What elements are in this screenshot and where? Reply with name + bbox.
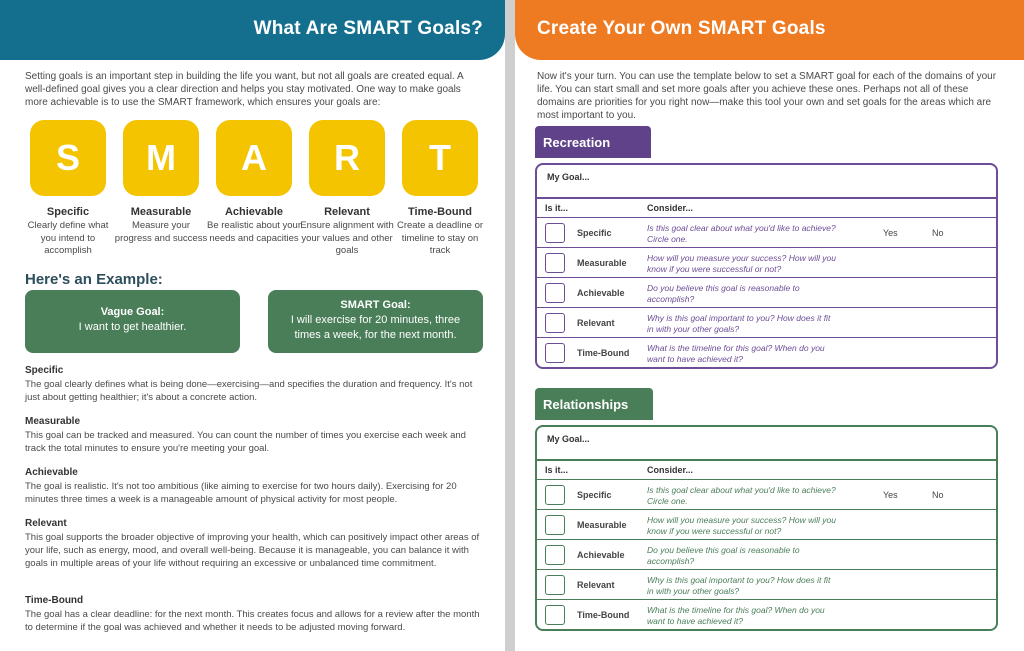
- table-header-row: [537, 461, 996, 478]
- criteria-name: Time-Bound: [577, 348, 630, 358]
- criteria-question: How will you measure your success? How will you know if you were successful or not?: [647, 253, 836, 274]
- yes-option[interactable]: Yes: [883, 490, 898, 500]
- criteria-name: Relevant: [577, 318, 615, 328]
- tile-letter: S: [55, 137, 80, 178]
- table-header-row: [537, 199, 996, 216]
- my-goal-row[interactable]: [537, 427, 996, 461]
- criteria-name: Relevant: [577, 580, 615, 590]
- vague-goal-box: [25, 290, 240, 353]
- criteria-row-time-bound: [537, 599, 996, 629]
- tile-letter: M: [146, 137, 176, 178]
- criteria-name: Specific: [577, 228, 612, 238]
- tile-desc-measurable: Measure your progress and success: [114, 220, 208, 244]
- tile-t: [402, 120, 478, 196]
- right-header-band: [515, 0, 1024, 60]
- vague-goal-text: I want to get healthier.: [78, 321, 187, 333]
- tile-word-relevant: Relevant: [324, 206, 370, 218]
- is-it-header: Is it...: [545, 203, 569, 213]
- my-goal-label: My Goal...: [547, 172, 590, 182]
- criteria-question: Why is this goal important to you? How does it fit in with your other goals?: [647, 575, 831, 596]
- consider-header: Consider...: [647, 465, 694, 475]
- criteria-name: Achievable: [577, 288, 625, 298]
- section-text-specific: The goal clearly defines what is being done—exercising—and specifies the duration and frequency. It's not just about getting healthier; it's about a concrete action.: [25, 379, 473, 403]
- no-option[interactable]: No: [932, 490, 944, 500]
- criteria-question: What is the timeline for this goal? When do you want to have achieved it?: [647, 605, 825, 626]
- consider-header: Consider...: [647, 203, 694, 213]
- section-title-achievable: Achievable: [25, 467, 78, 478]
- tile-desc-specific: Clearly define what you intend to accomplish: [27, 220, 109, 256]
- section-title-specific: Specific: [25, 365, 64, 376]
- tile-word-measurable: Measurable: [130, 206, 192, 218]
- criteria-row-specific: [537, 479, 996, 509]
- left-page-title: What Are SMART Goals?: [253, 18, 483, 39]
- tile-letter: A: [241, 137, 267, 178]
- smart-goal-box: [268, 290, 483, 353]
- checkbox-specific[interactable]: [545, 223, 565, 243]
- section-title-measurable: Measurable: [25, 416, 81, 427]
- my-goal-row[interactable]: [537, 165, 996, 199]
- criteria-row-specific: [537, 217, 996, 247]
- section-text-relevant: This goal supports the broader objective of improving your health, which can positively impact other areas of your life, such as energy, mood, and overall well-being. Because it is manageable, you can balance it with goals in multiple areas of your life without requiring an excessive or unbalanced time commitment.: [25, 532, 480, 569]
- tile-desc-achievable: Be realistic about your needs and capacities: [207, 220, 301, 244]
- criteria-name: Time-Bound: [577, 610, 630, 620]
- vague-goal-title: Vague Goal:: [100, 306, 165, 318]
- checkbox-relevant[interactable]: [545, 575, 565, 595]
- tile-a: [216, 120, 292, 196]
- domain-tab-relationships: Relationships: [535, 388, 653, 420]
- tile-word-specific: Specific: [46, 206, 90, 218]
- criteria-question: Do you believe this goal is reasonable to accomplish?: [647, 545, 800, 566]
- criteria-name: Achievable: [577, 550, 625, 560]
- section-text-time-bound: The goal has a clear deadline: for the next month. This creates focus and allows for a review after the month to determine if the goal was achieved and whether it needs to be adjusted moving forward.: [25, 609, 480, 633]
- criteria-row-time-bound: [537, 337, 996, 367]
- no-option[interactable]: No: [932, 228, 944, 238]
- criteria-row-relevant: [537, 307, 996, 337]
- criteria-row-measurable: [537, 247, 996, 277]
- section-text-achievable: The goal is realistic. It's not too ambitious (like aiming to exercise for two hours daily). Exercising for 20 minutes three times a week is a manageable amount of physical activity for most people.: [25, 481, 457, 505]
- criteria-name: Measurable: [577, 258, 627, 268]
- criteria-row-relevant: [537, 569, 996, 599]
- domain-card-relationships: [535, 425, 998, 631]
- left-page: [0, 0, 505, 651]
- tile-word-achievable: Achievable: [224, 206, 284, 218]
- tile-s: [30, 120, 106, 196]
- left-intro: Setting goals is an important step in building the life you want, but not all goals are created equal. A well-defined goal gives you a clear direction and helps you stay motivated. One way to make goals more achievable is to use the SMART framework, which ensures your goals are:: [25, 71, 464, 108]
- domain-card-recreation: [535, 163, 998, 369]
- criteria-question: Do you believe this goal is reasonable to accomplish?: [647, 283, 800, 304]
- tile-desc-relevant: Ensure alignment with your values and other goals: [300, 220, 394, 256]
- right-intro: Now it's your turn. You can use the template below to set a SMART goal for each of the domains of your life. You can start small and set more goals after you achieve these ones. Perhaps not all of these domains are priorities for you right now—make this tool your own and set goals for the areas which are most important to you.: [537, 71, 997, 121]
- is-it-header: Is it...: [545, 465, 569, 475]
- criteria-row-achievable: [537, 539, 996, 569]
- section-title-time-bound: Time-Bound: [25, 595, 84, 606]
- smart-goal-text: I will exercise for 20 minutes, three times a week, for the next month.: [290, 314, 461, 341]
- tile-desc-time-bound: Create a deadline or timeline to stay on track: [396, 220, 484, 256]
- criteria-row-measurable: [537, 509, 996, 539]
- criteria-name: Specific: [577, 490, 612, 500]
- tile-letter: R: [334, 137, 360, 178]
- tile-word-time-bound: Time-Bound: [408, 206, 472, 218]
- tile-letter: T: [429, 137, 451, 178]
- criteria-name: Measurable: [577, 520, 627, 530]
- example-heading: Here's an Example:: [25, 271, 163, 288]
- checkbox-achievable[interactable]: [545, 283, 565, 303]
- right-page: [515, 0, 1024, 651]
- criteria-question: Why is this goal important to you? How does it fit in with your other goals?: [647, 313, 831, 334]
- left-header-band: [0, 0, 505, 60]
- criteria-question: What is the timeline for this goal? When do you want to have achieved it?: [647, 343, 825, 364]
- criteria-row-achievable: [537, 277, 996, 307]
- domain-tab-recreation: Recreation: [535, 126, 651, 158]
- section-text-measurable: This goal can be tracked and measured. You can count the number of times you exercise each week and track the total minutes to ensure you're meeting your goal.: [25, 430, 466, 454]
- criteria-question: Is this goal clear about what you'd like to achieve? Circle one.: [647, 223, 836, 244]
- checkbox-measurable[interactable]: [545, 515, 565, 535]
- checkbox-relevant[interactable]: [545, 313, 565, 333]
- my-goal-label: My Goal...: [547, 434, 590, 444]
- checkbox-achievable[interactable]: [545, 545, 565, 565]
- criteria-question: Is this goal clear about what you'd like to achieve? Circle one.: [647, 485, 836, 506]
- checkbox-measurable[interactable]: [545, 253, 565, 273]
- criteria-question: How will you measure your success? How will you know if you were successful or not?: [647, 515, 836, 536]
- yes-option[interactable]: Yes: [883, 228, 898, 238]
- checkbox-specific[interactable]: [545, 485, 565, 505]
- checkbox-time-bound[interactable]: [545, 343, 565, 363]
- tile-m: [123, 120, 199, 196]
- smart-goal-title: SMART Goal:: [340, 299, 411, 311]
- right-page-title: Create Your Own SMART Goals: [537, 18, 826, 39]
- checkbox-time-bound[interactable]: [545, 605, 565, 625]
- section-title-relevant: Relevant: [25, 518, 67, 529]
- tile-r: [309, 120, 385, 196]
